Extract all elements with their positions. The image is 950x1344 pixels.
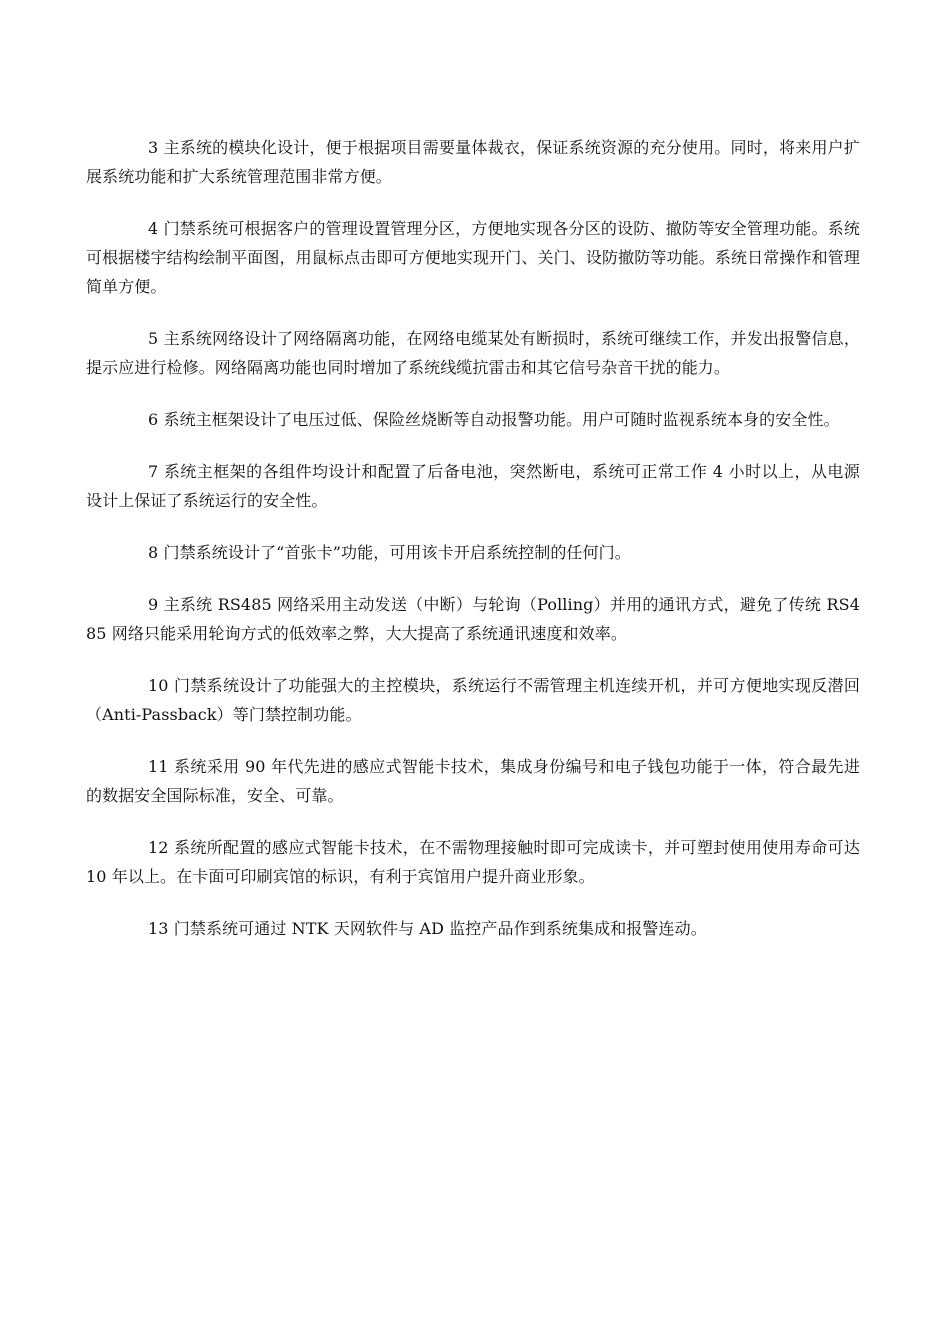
paragraph-item-13: 13 门禁系统可通过 NTK 天网软件与 AD 监控产品作到系统集成和报警连动。	[148, 919, 707, 938]
paragraph-item-6: 6 系统主框架设计了电压过低、保险丝烧断等自动报警功能。用户可随时监视系统本身的安全性。	[148, 410, 840, 429]
paragraph-item-7: 7 系统主框架的各组件均设计和配置了后备电池，突然断电，系统可正常工作 4 小时以上，从电源设计上保证了系统运行的安全性。	[86, 462, 860, 510]
paragraph-item-8: 8 门禁系统设计了“首张卡”功能，可用该卡开启系统控制的任何门。	[148, 543, 631, 562]
document-body	[86, 133, 860, 966]
paragraph-item-9: 9 主系统 RS485 网络采用主动发送（中断）与轮询（Polling）并用的通讯方式，避免了传统 RS485 网络只能采用轮询方式的低效率之弊，大大提高了系统通讯速度和效率。	[86, 595, 860, 643]
paragraph-item-4: 4 门禁系统可根据客户的管理设置管理分区，方便地实现各分区的设防、撤防等安全管理功能。系统可根据楼宇结构绘制平面图，用鼠标点击即可方便地实现开门、关门、设防撤防等功能。系统日常操作和管理简单方便。	[86, 219, 860, 296]
paragraph-item-3: 3 主系统的模块化设计，便于根据项目需要量体裁衣，保证系统资源的充分使用。同时，将来用户扩展系统功能和扩大系统管理范围非常方便。	[86, 138, 860, 186]
paragraph-item-10: 10 门禁系统设计了功能强大的主控模块，系统运行不需管理主机连续开机，并可方便地实现反潜回（Anti-Passback）等门禁控制功能。	[86, 676, 860, 724]
paragraph-item-5: 5 主系统网络设计了网络隔离功能，在网络电缆某处有断损时，系统可继续工作，并发出报警信息，提示应进行检修。网络隔离功能也同时增加了系统线缆抗雷击和其它信号杂音干扰的能力。	[86, 329, 860, 377]
paragraph-item-11: 11 系统采用 90 年代先进的感应式智能卡技术，集成身份编号和电子钱包功能于一体，符合最先进的数据安全国际标准，安全、可靠。	[86, 757, 860, 805]
paragraph-item-12: 12 系统所配置的感应式智能卡技术，在不需物理接触时即可完成读卡，并可塑封使用使用寿命可达 10 年以上。在卡面可印刷宾馆的标识，有利于宾馆用户提升商业形象。	[86, 838, 860, 886]
